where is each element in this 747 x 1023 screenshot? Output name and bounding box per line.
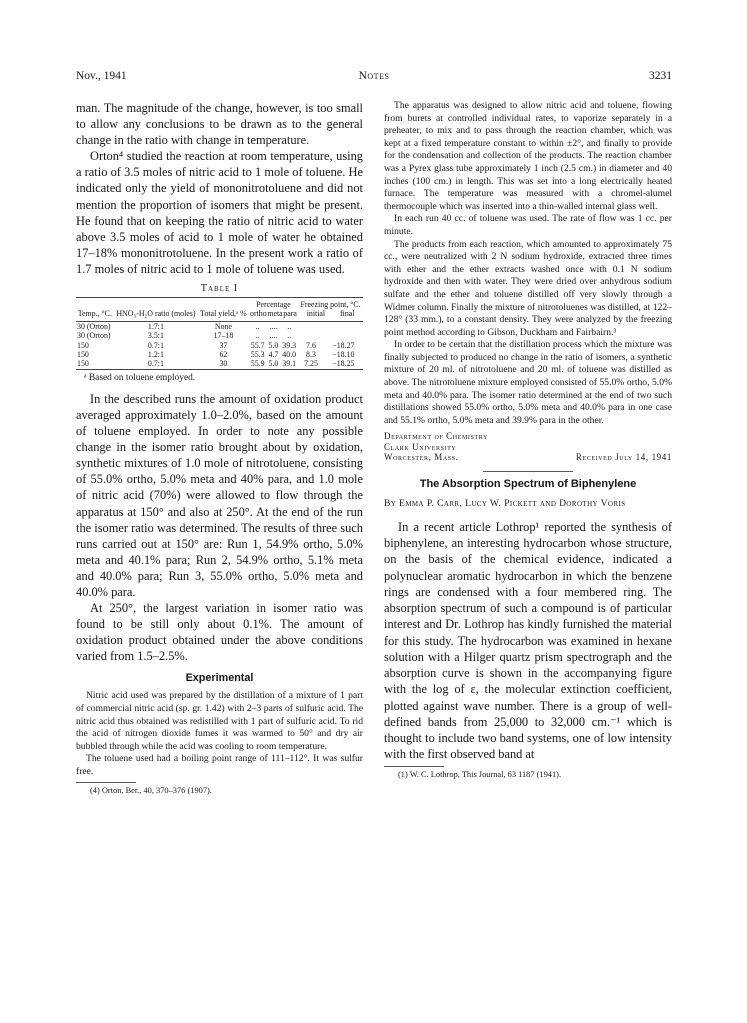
paragraph: At 250°, the largest variation in isomer ratio was found to be still only about 0.1%. The amount of oxidation product obtained under the above conditions varied from 1.5–2.5%. — [76, 601, 363, 664]
paragraph: The products from each reaction, which amounted to approximately 75 cc., were neutralized with 2 N sodium hydroxide, extracted three times with ether and the ether extracts washed once with 0.1 N sodium hydroxide and then with water. They were dried over anhydrous sodium sulfate and the ether and toluene distilled off very slowly through a Widmer column. Finally the mixture of nitrotoluenes was distilled, at 122–128° (33 mm.), to a constant density. They were analyzed by the freezing point method according to Gibson, Duckham and Fairbairn.³ — [384, 238, 672, 338]
table-row: 150 1.2:1 62 55.3 4.7 40.0 8.3 −18.10 — [77, 350, 355, 360]
page-header — [76, 70, 672, 86]
table-header-group — [249, 298, 299, 322]
paragraph: In order to be certain that the distillation process which the mixture was finally subjected to produced no change in the ratio of isomers, a synthetic mixture of 20 ml. of nitrotoluene and 20 ml. of toluene was distilled as above. The nitrotoluene mixture employed consisted of 55.0% ortho, 5.0% meta and 40.0% para. The isomer ratio determined at the end of two such distillations showed 55.0% ortho, 5.0% meta and 40.0% para in one case and 55.1% ortho, 5.0% meta and 39.9% para in the other. — [384, 339, 672, 426]
table-row: 30 (Orton) 1.7:1 None .. .... .. — [77, 321, 292, 331]
table-header: HNO₃-H₂O ratio (moles) — [116, 309, 196, 319]
section-divider — [483, 471, 573, 472]
affiliation-dept: Department of Chemistry — [384, 431, 488, 442]
received-date: Received July 14, 1941 — [575, 452, 672, 463]
right-column — [384, 100, 672, 779]
footnote: (1) W. C. Lothrop, This Journal, 63 1187 (1941). — [398, 769, 562, 779]
table-header: ortho — [250, 309, 267, 319]
paragraph: In the described runs the amount of oxidation product averaged approximately 1.0–2.0%, based on the amount of toluene employed. In order to note any possible change in the isomer ratio brought about by oxidation, synthetic mixtures of 1.0 mole of nitrotoluene, consisting of 55.0% ortho, 5.0% meta and 40% para, and 1.0 mole of nitric acid (70%) were allowed to flow through the apparatus at 150° and also at 250°. At the end of the run the isomer ratio was determined. The results of three such runs carried out at 150° are: Run 1, 54.9% ortho, 5.0% meta and 40.1% para; Run 2, 54.9% ortho, 5.1% meta and 40.0% para; Run 3, 55.0% ortho, 5.0% meta and 40.0% para. — [76, 391, 363, 599]
table-header: final — [340, 309, 355, 319]
paragraph: man. The magnitude of the change, however, is too small to allow any conclusions to be drawn as to the general change in the ratio with change in temperature. — [76, 101, 363, 148]
table-row: 150 0.7:1 37 55.7 5.0 39.3 7.6 −18.27 — [77, 340, 355, 350]
affiliation — [384, 431, 672, 463]
footnote: (4) Orton, Ber., 40, 370–376 (1907). — [90, 785, 212, 795]
table-header: para — [283, 309, 297, 319]
table-row: 150 0.7:1 30 55.9 5.0 39.1 7.25 −18.25 — [76, 359, 363, 369]
table-footnote: ᵃ Based on toluene employed. — [84, 372, 196, 383]
table-header-group — [298, 298, 363, 322]
header-section: Notes — [358, 70, 390, 82]
paragraph: The apparatus was designed to allow nitric acid and toluene, flowing from burets at controlled individual rates, to vaporize separately in a preheater, to mix and to pass through the reaction chamber, which was kept at a fixed temperature constant to within ±2°, and finally to provide for the condensation and collection of the products. The reaction chamber was a Pyrex glass tube approximately 1 inch (2.5 cm.) in diameter and 40 inches (100 cm.) in length. This was set into a long electrically heated furnace. The temperature was measured with a chromel-alumel thermocouple which was inserted into a thin-walled internal glass well. — [384, 100, 672, 212]
page-number: 3231 — [649, 70, 672, 82]
paragraph: Nitric acid used was prepared by the distillation of a mixture of 1 part of commercial nitric acid (sp. gr. 1.42) with 2–3 parts of sulfuric acid. The nitric acid thus obtained was redistilled with 1 part of sulfuric acid. To rid the acid of nitrogen dioxide fumes it was warmed to 50° and dry air bubbled through while the acid was cooling to room temperature. — [76, 690, 363, 752]
affiliation-city: Worcester, Mass. — [384, 452, 459, 463]
paragraph: In a recent article Lothrop¹ reported the synthesis of biphenylene, an interesting hydrocarbon whose structure, on the basis of the chemical evidence, indicated a polynuclear aromatic hydrocarbon in which the benzene rings are condensed with a four membered ring. The absorption spectrum of such a compound is of particular interest and Dr. Lothrop has kindly furnished the material for this study. The hydrocarbon was examined in hexane solution with a Hilger quartz prism spectrograph and the absorption curve is shown in the accompanying figure with the log of ε, the molecular extinction coefficient, plotted against wave number. There is a group of well-defined bands from 25,000 to 32,000 cm.⁻¹ which is thought to include two band systems, one of low intensity with the first observed band at — [384, 519, 672, 762]
table-row: 30 (Orton) 3.5:1 17–18 .. .... .. — [77, 331, 292, 341]
article-authors: By Emma P. Carr, Lucy W. Pickett and Dorothy Voris — [384, 497, 626, 509]
table-header: Freezing point, °C. — [300, 300, 361, 310]
paragraph: The toluene used had a boiling point range of 111–112°. It was sulfur free. — [76, 753, 363, 778]
table-header: Percentage — [256, 300, 291, 310]
footnote-divider — [384, 766, 444, 767]
table-caption: Table I — [200, 283, 239, 295]
header-date: Nov., 1941 — [76, 70, 127, 82]
article-title: The Absorption Spectrum of Biphenylene — [419, 477, 637, 490]
table-header: initial — [306, 309, 326, 319]
paragraph: In each run 40 cc. of toluene was used. The rate of flow was 1 cc. per minute. — [384, 213, 672, 237]
left-column — [76, 100, 363, 795]
data-table — [76, 297, 363, 370]
footnote-divider — [76, 782, 136, 783]
affiliation-univ: Clark University — [384, 441, 457, 452]
table-header: Temp., °C. — [77, 309, 112, 319]
table-header: meta — [267, 309, 283, 319]
paragraph: Orton⁴ studied the reaction at room temperature, using a ratio of 3.5 moles of nitric acid to 1 mole of toluene. He indicated only the yield of mononitrotoluene and did not mention the proportion of isomers that might be present. He found that on keeping the ratio of nitric acid to water above 3.5 moles of acid to 1 mole of water he obtained 17–18% mononitrotoluene. In the present work a ratio of 1.7 moles of nitric acid to 1 mole of toluene was used. — [76, 149, 363, 276]
table-header: Total yield,ᵃ % — [200, 309, 247, 319]
section-heading: Experimental — [185, 672, 254, 685]
